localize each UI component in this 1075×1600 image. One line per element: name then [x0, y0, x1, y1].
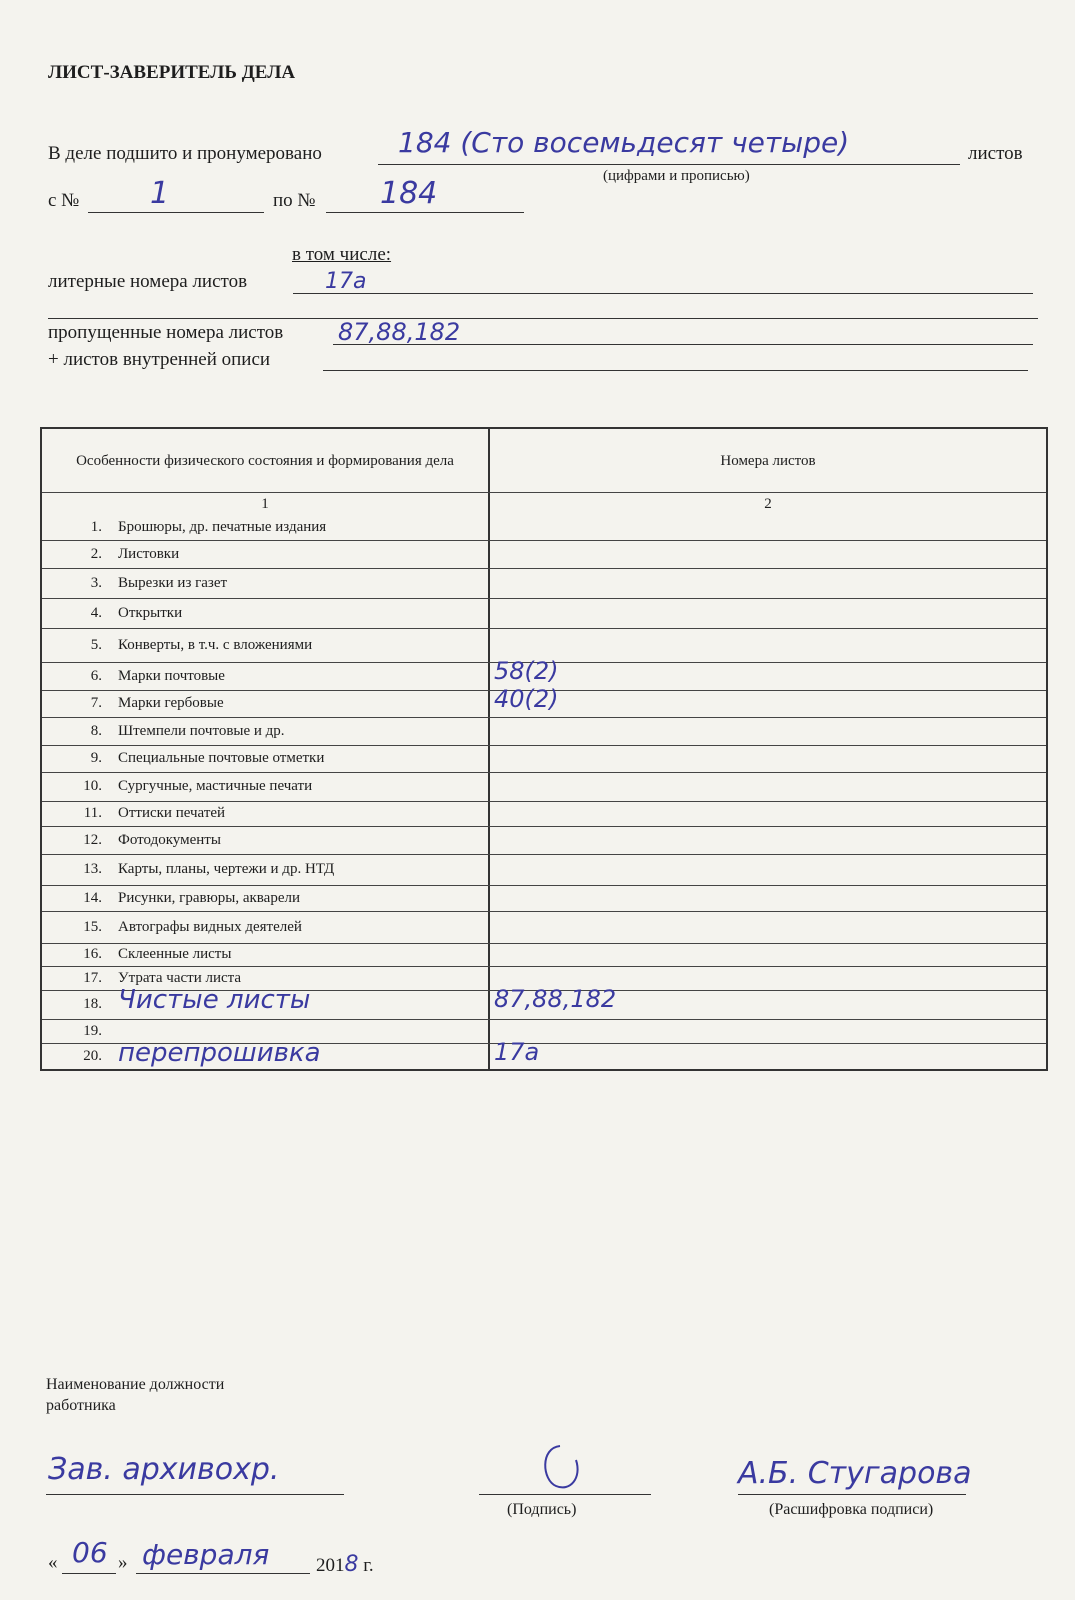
col2-number: 2	[764, 496, 772, 512]
table-row	[42, 745, 1046, 772]
table-row	[42, 598, 1046, 628]
condition-table	[40, 427, 1048, 1071]
row-feature-cell	[42, 827, 490, 854]
literal-value: 17а	[325, 269, 367, 294]
date-open-quote: «	[48, 1552, 58, 1573]
row-feature-cell	[42, 746, 490, 772]
row-sheets-cell	[490, 657, 1046, 690]
sheets-label: листов	[968, 143, 1023, 164]
row-sheets-value: 40(2)	[494, 685, 559, 713]
blank-underline	[48, 318, 1038, 319]
table-row	[42, 1038, 1046, 1069]
from-value: 1	[150, 176, 170, 211]
row-number: 20.	[83, 1047, 102, 1064]
hint-label: (цифрами и прописью)	[603, 168, 750, 184]
row-number: 13.	[83, 861, 102, 877]
page-title: ЛИСТ-ЗАВЕРИТЕЛЬ ДЕЛА	[48, 62, 296, 83]
row-number: 16.	[83, 946, 102, 962]
row-label: Оттиски печатей	[118, 805, 226, 821]
row-sheets-cell	[490, 746, 1046, 772]
row-feature-cell	[42, 718, 490, 745]
row-feature-cell	[42, 599, 490, 628]
from-label: с №	[48, 190, 80, 211]
signature-underline	[479, 1494, 651, 1495]
table-row	[42, 685, 1046, 717]
literal-underline	[293, 293, 1033, 294]
row-number: 14.	[83, 889, 102, 906]
row-number: 19.	[83, 1022, 102, 1039]
row-sheets-cell	[490, 773, 1046, 801]
row-number: 1.	[90, 518, 102, 535]
row-label: Открытки	[118, 604, 183, 621]
row-handwritten-label: перепрошивка	[118, 1038, 321, 1068]
row-feature-cell	[42, 515, 490, 540]
date-day: 06	[72, 1536, 108, 1569]
row-label: Конверты, в т.ч. с вложениями	[118, 636, 313, 653]
row-number: 3.	[90, 574, 102, 591]
row-sheets-cell	[490, 944, 1046, 966]
row-sheets-cell	[490, 569, 1046, 598]
row-feature-cell	[42, 691, 490, 717]
row-feature-cell	[42, 541, 490, 568]
table-row	[42, 515, 1046, 540]
date-month: февраля	[142, 1538, 270, 1571]
table-row	[42, 717, 1046, 745]
row-sheets-cell	[490, 886, 1046, 911]
row-sheets-cell	[490, 629, 1046, 662]
position-label-line2: работника	[46, 1397, 116, 1414]
row-sheets-cell	[490, 718, 1046, 745]
date-year-digit: 8	[344, 1552, 359, 1577]
literal-label: литерные номера листов	[48, 271, 248, 292]
table-header-row	[42, 429, 1046, 492]
row-label: Утрата части листа	[118, 969, 242, 986]
row-sheets-value: 17а	[494, 1038, 540, 1066]
decode-underline	[738, 1494, 966, 1495]
row-feature-cell	[42, 663, 490, 690]
filed-value: 184 (Сто восемьдесят четыре)	[398, 126, 850, 159]
table-row	[42, 801, 1046, 826]
table-number-row	[42, 492, 1046, 515]
row-sheets-cell	[490, 802, 1046, 826]
date-close-quote: »	[118, 1552, 128, 1573]
date-suffix: г.	[363, 1555, 374, 1576]
row-feature-cell	[42, 985, 490, 1019]
including-label: в том числе:	[292, 244, 392, 265]
signature-mark	[520, 1440, 600, 1500]
row-number: 4.	[90, 604, 102, 621]
row-number: 10.	[83, 778, 102, 794]
row-label: Вырезки из газет	[118, 574, 228, 591]
filed-underline	[378, 164, 960, 165]
table-row	[42, 985, 1046, 1019]
row-label: Склеенные листы	[118, 946, 232, 962]
row-number: 8.	[90, 722, 102, 739]
to-label: по №	[273, 190, 316, 211]
row-number: 18.	[83, 996, 102, 1012]
position-value: Зав. архивохр.	[48, 1452, 280, 1487]
inner-label: + листов внутренней описи	[48, 349, 271, 370]
row-sheets-cell	[490, 1038, 1046, 1069]
table-row	[42, 854, 1046, 885]
row-sheets-cell	[490, 912, 1046, 943]
row-label: Специальные почтовые отметки	[118, 750, 325, 766]
table-row	[42, 911, 1046, 943]
row-handwritten-label: Чистые листы	[118, 985, 311, 1015]
date-day-underline	[62, 1573, 116, 1574]
row-feature-cell	[42, 855, 490, 885]
table-row	[42, 568, 1046, 598]
row-number: 12.	[83, 831, 102, 848]
row-number: 9.	[90, 750, 102, 766]
row-sheets-cell	[490, 1020, 1046, 1043]
row-sheets-cell	[490, 515, 1046, 540]
header-col-features: Особенности физического состояния и формирования дела	[42, 429, 490, 492]
inner-underline	[323, 370, 1028, 371]
decode-label: (Расшифровка подписи)	[769, 1501, 934, 1518]
table-row	[42, 826, 1046, 854]
row-label: Марки почтовые	[118, 667, 225, 684]
missing-value: 87,88,182	[338, 318, 461, 346]
row-label: Карты, планы, чертежи и др. НТД	[118, 861, 335, 877]
to-underline	[326, 212, 524, 213]
date-year	[316, 1552, 374, 1577]
row-label: Листовки	[118, 545, 180, 562]
table-row	[42, 540, 1046, 568]
decode-value: А.Б. Стугарова	[738, 1456, 972, 1491]
row-label: Рисунки, гравюры, акварели	[118, 889, 301, 906]
row-number: 2.	[90, 545, 102, 562]
row-number: 11.	[83, 805, 102, 821]
missing-label: пропущенные номера листов	[48, 322, 284, 343]
date-month-underline	[136, 1573, 310, 1574]
row-sheets-cell	[490, 599, 1046, 628]
row-label: Штемпели почтовые и др.	[118, 722, 285, 739]
row-feature-cell	[42, 912, 490, 943]
from-underline	[88, 212, 264, 213]
row-number: 15.	[83, 918, 102, 935]
position-label-line1: Наименование должности	[46, 1376, 225, 1393]
row-feature-cell	[42, 886, 490, 911]
position-underline	[46, 1494, 344, 1495]
row-feature-cell	[42, 773, 490, 801]
row-feature-cell	[42, 1038, 490, 1069]
row-feature-cell	[42, 569, 490, 598]
row-label: Брошюры, др. печатные издания	[118, 518, 327, 535]
row-number: 7.	[90, 695, 102, 711]
row-label: Фотодокументы	[118, 831, 221, 848]
row-number: 5.	[90, 636, 102, 653]
row-sheets-cell	[490, 985, 1046, 1019]
row-sheets-value: 87,88,182	[494, 985, 617, 1013]
table-row	[42, 943, 1046, 966]
row-feature-cell	[42, 802, 490, 826]
col1-number: 1	[42, 493, 490, 515]
header-col-sheets: Номера листов	[720, 452, 816, 469]
row-sheets-cell	[490, 685, 1046, 717]
table-row	[42, 772, 1046, 801]
signature-label: (Подпись)	[507, 1501, 577, 1518]
row-sheets-cell	[490, 541, 1046, 568]
row-label: Сургучные, мастичные печати	[118, 778, 313, 794]
row-label: Автографы видных деятелей	[118, 918, 302, 935]
row-feature-cell	[42, 629, 490, 662]
table-row	[42, 885, 1046, 911]
row-label: Марки гербовые	[118, 695, 224, 711]
to-value: 184	[380, 176, 438, 211]
row-feature-cell	[42, 944, 490, 966]
row-sheets-cell	[490, 855, 1046, 885]
row-sheets-value: 58(2)	[494, 657, 559, 685]
row-sheets-cell	[490, 827, 1046, 854]
row-number: 17.	[83, 969, 102, 986]
filed-label: В деле подшито и пронумеровано	[48, 143, 322, 164]
row-number: 6.	[90, 667, 102, 684]
date-year-prefix: 201	[316, 1555, 345, 1576]
